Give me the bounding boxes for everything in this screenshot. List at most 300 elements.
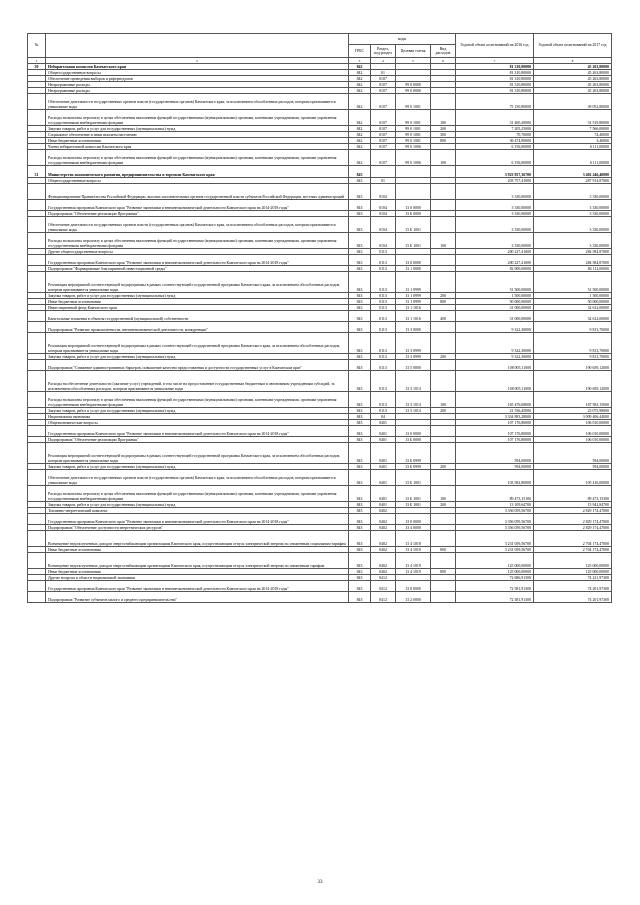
cell-amount-2017: 3 009 406,44000: [534, 414, 612, 420]
table-row: [28, 333, 612, 354]
cell-target: 13 5 1014: [396, 371, 431, 392]
cell-name: Расходы на выплаты персоналу в целях обеспечения выполнения функций государственными (муниципальными) органами, казенными учреждениями, органами управления государственными внебюджетными фондами: [46, 486, 349, 502]
col-number-8: 8: [534, 58, 612, 64]
cell-grbs: 843: [349, 333, 371, 354]
cell-amount-2016: 165 476,68000: [456, 392, 534, 408]
col-number-7: 7: [456, 58, 534, 64]
cell-section: 0113: [371, 299, 396, 305]
cell-amount-2017: 6 111,00000: [534, 150, 612, 166]
cell-target: 13 Б 1001: [396, 233, 431, 249]
col-number-5: 5: [396, 58, 431, 64]
cell-amount-2017: 2 829 174,47000: [534, 525, 612, 531]
cell-target: 13 Б 1001: [396, 502, 431, 508]
cell-section: 0412: [371, 592, 396, 603]
cell-amount-2017: 32 612,00000: [534, 305, 612, 311]
cell-amount-2017: 31 519,80000: [534, 110, 612, 126]
col-header-codes: коды: [349, 34, 456, 45]
cell-expense-type: 800: [431, 138, 456, 144]
cell-number: [28, 217, 46, 233]
cell-grbs: 843: [349, 426, 371, 437]
cell-expense-type: 800: [431, 299, 456, 305]
cell-amount-2017: 23 075,98000: [534, 408, 612, 414]
cell-expense-type: [431, 217, 456, 233]
cell-target: 13 5 1014: [396, 408, 431, 414]
cell-number: [28, 514, 46, 525]
cell-name: Обеспечение проведения выборов и референдумов: [46, 76, 349, 82]
cell-amount-2017: 6 111,00000: [534, 144, 612, 150]
cell-grbs: 843: [349, 322, 371, 333]
cell-amount-2016: 50 000,00000: [456, 299, 534, 305]
cell-grbs: 843: [349, 299, 371, 305]
cell-number: [28, 553, 46, 569]
cell-grbs: 843: [349, 272, 371, 293]
cell-section: 0113: [371, 333, 396, 354]
table-row: [28, 470, 612, 486]
cell-number: [28, 322, 46, 333]
cell-name: Обеспечение деятельности государственных органов власти (государственных органов) Камчатского края, за исключением обособленных расходов, которым присваиваются уникальные коды: [46, 217, 349, 233]
cell-section: 0401: [371, 464, 396, 470]
cell-amount-2017: 2 704 174,47000: [534, 547, 612, 553]
cell-amount-2017: 287 914,87000: [534, 178, 612, 184]
cell-section: 0113: [371, 322, 396, 333]
cell-name: Иные бюджетные ассигнования: [46, 138, 349, 144]
cell-expense-type: 200: [431, 502, 456, 508]
cell-target: 13 Б 0000: [396, 211, 431, 217]
cell-grbs: 842: [349, 126, 371, 132]
cell-name: Функционирование Правительства Российской Федерации, высших исполнительных органов государственной власти субъектов Российской Федерации, местных администраций: [46, 184, 349, 200]
cell-section: 0113: [371, 392, 396, 408]
cell-amount-2017: 106 010,00000: [534, 426, 612, 437]
cell-name: Подпрограмма "Обеспечение доступности энергетических ресурсов": [46, 525, 349, 531]
col-header-number: №: [28, 34, 46, 58]
cell-section: 0104: [371, 184, 396, 200]
table-row: [28, 272, 612, 293]
cell-target: 13 5 0000: [396, 360, 431, 371]
cell-amount-2017: 190 659,12000: [534, 360, 612, 371]
cell-target: 13 3 0000: [396, 322, 431, 333]
cell-name: Государственная программа Камчатского края "Развитие экономики и внешнеэкономической деятельности Камчатского края на 2014-2018 годы": [46, 200, 349, 211]
cell-amount-2016: 81 310,80000: [456, 88, 534, 94]
cell-target: 99 0 1001: [396, 126, 431, 132]
cell-amount-2017: 45 263,80000: [534, 70, 612, 76]
cell-section: 0402: [371, 531, 396, 547]
cell-grbs: 842: [349, 64, 371, 70]
cell-name: Обеспечение деятельности государственных органов власти (государственных органов) Камчатского края, за исключением обособленных расходов, которым присваиваются уникальные коды: [46, 470, 349, 486]
cell-number: [28, 94, 46, 110]
cell-section: 0113: [371, 272, 396, 293]
cell-number: [28, 581, 46, 592]
cell-name: Расходы на выплаты персоналу в целях обеспечения выполнения функций государственными (муниципальными) органами, казенными учреждениями, органами управления государственными внебюджетными фондами: [46, 110, 349, 126]
cell-section: 0402: [371, 553, 396, 569]
cell-expense-type: 100: [431, 486, 456, 502]
cell-grbs: 843: [349, 575, 371, 581]
table-row: [28, 426, 612, 437]
cell-name: Избирательная комиссия Камчатского края: [46, 64, 349, 70]
cell-amount-2017: 1 500,00000: [534, 293, 612, 299]
cell-amount-2016: 13 109,64700: [456, 502, 534, 508]
cell-name: Непрограммные расходы: [46, 88, 349, 94]
cell-name: Государственная программа Камчатского края "Развитие экономики и внешнеэкономической деятельности Камчатского края на 2014-2018 годы": [46, 514, 349, 525]
cell-grbs: 843: [349, 249, 371, 255]
cell-amount-2016: 72 581,91300: [456, 581, 534, 592]
col-header-name: [46, 34, 349, 58]
cell-grbs: 843: [349, 305, 371, 311]
table-row: [28, 592, 612, 603]
cell-number: [28, 470, 46, 486]
cell-name: Национальная экономика: [46, 414, 349, 420]
cell-section: 01: [371, 70, 396, 76]
cell-amount-2017: 284 584,87000: [534, 255, 612, 266]
cell-expense-type: [431, 184, 456, 200]
cell-section: 0107: [371, 126, 396, 132]
cell-amount-2017: 3 330,00000: [534, 184, 612, 200]
cell-amount-2016: 125 000,00000: [456, 553, 534, 569]
cell-target: 13 1 0999: [396, 272, 431, 293]
cell-section: 0401: [371, 502, 396, 508]
cell-amount-2017: 84 112,00000: [534, 266, 612, 272]
cell-name: Общегосударственные вопросы: [46, 70, 349, 76]
cell-amount-2017: 45 263,80000: [534, 82, 612, 88]
cell-name: Иные бюджетные ассигнования: [46, 547, 349, 553]
cell-number: [28, 200, 46, 211]
cell-amount-2016: 82 900,00000: [456, 266, 534, 272]
table-row: [28, 233, 612, 249]
col-number-6: 6: [431, 58, 456, 64]
cell-name: Расходы на обеспечение деятельности (оказание услуг) учреждений, в том числе на предоставление государственным бюджетным и автономным учреждениям субсидий, за исключением обособленных расходов, которым присваиваются уникальные коды: [46, 371, 349, 392]
cell-section: 0113: [371, 354, 396, 360]
cell-section: 0401: [371, 470, 396, 486]
table-row: [28, 581, 612, 592]
cell-amount-2017: 15 942,84700: [534, 502, 612, 508]
cell-grbs: 843: [349, 508, 371, 514]
cell-section: 0113: [371, 371, 396, 392]
cell-expense-type: 800: [431, 547, 456, 553]
cell-amount-2017: 3,40000: [534, 138, 612, 144]
cell-grbs: 843: [349, 233, 371, 249]
cell-grbs: 843: [349, 293, 371, 299]
cell-target: 13 3 0999: [396, 354, 431, 360]
cell-amount-2017: 45 263,80000: [534, 88, 612, 94]
cell-name: Закупка товаров, работ и услуг для государственных (муниципальных) нужд: [46, 408, 349, 414]
cell-amount-2017: 594,00000: [534, 464, 612, 470]
cell-amount-2017: 74,40000: [534, 132, 612, 138]
cell-target: 13 4 1018: [396, 531, 431, 547]
cell-amount-2016: 9 322,30000: [456, 322, 534, 333]
cell-grbs: 843: [349, 420, 371, 426]
cell-section: 0113: [371, 249, 396, 255]
cell-name: Подпрограмма "Снижение административных барьеров, повышение качества предоставления и доступности государственных услуг в Камчатском крае": [46, 360, 349, 371]
cell-target: 99 0 1006: [396, 150, 431, 166]
cell-amount-2016: 31 000,00000: [456, 311, 534, 322]
col-header-grbs: ГРБС: [349, 45, 371, 58]
col-number-4: 4: [371, 58, 396, 64]
cell-amount-2017: 45 263,80000: [534, 76, 612, 82]
col-header-section: Раздел, под-раздел: [371, 45, 396, 58]
cell-target: 13 4 1019: [396, 553, 431, 569]
cell-expense-type: [431, 255, 456, 266]
col-number-3: 3: [349, 58, 371, 64]
cell-section: 0402: [371, 547, 396, 553]
cell-name: Общегосударственные вопросы: [46, 178, 349, 184]
col-number-2: 2: [46, 58, 349, 64]
cell-amount-2017: 2 704 174,47000: [534, 531, 612, 547]
cell-amount-2016: 107 176,80000: [456, 420, 534, 426]
cell-section: 0401: [371, 420, 396, 426]
col-header-2017: Годовой объем ассигнований на 2017 год: [534, 34, 612, 58]
cell-expense-type: [431, 272, 456, 293]
cell-grbs: 842: [349, 144, 371, 150]
cell-grbs: 842: [349, 94, 371, 110]
cell-name: Члены избирательной комиссии Камчатского края: [46, 144, 349, 150]
cell-expense-type: [431, 470, 456, 486]
cell-section: 0412: [371, 575, 396, 581]
cell-name: Расходы на выплаты персоналу в целях обеспечения выполнения функций государственными (муниципальными) органами, казенными учреждениями, органами управления государственными внебюджетными фондами: [46, 392, 349, 408]
cell-amount-2016: 6 156,00000: [456, 150, 534, 166]
cell-number: [28, 426, 46, 437]
cell-amount-2017: 3 330,00000: [534, 211, 612, 217]
cell-target: 13 Б 1001: [396, 470, 431, 486]
cell-section: 0104: [371, 233, 396, 249]
cell-grbs: 843: [349, 217, 371, 233]
cell-expense-type: [431, 360, 456, 371]
cell-grbs: 843: [349, 553, 371, 569]
cell-number: [28, 531, 46, 547]
cell-name: Подпрограмма "Обеспечение реализации Программы": [46, 437, 349, 443]
cell-name: Государственная программа Камчатского края "Развитие экономики и внешнеэкономической деятельности Камчатского края на 2014-2018 годы": [46, 426, 349, 437]
table-row: [28, 311, 612, 322]
cell-expense-type: [431, 553, 456, 569]
cell-grbs: 843: [349, 354, 371, 360]
cell-number: [28, 255, 46, 266]
cell-amount-2016: 81 310,80000: [456, 82, 534, 88]
cell-number: [28, 272, 46, 293]
cell-target: [396, 166, 431, 178]
cell-target: 13 Б 1001: [396, 486, 431, 502]
cell-section: 0401: [371, 426, 396, 437]
cell-amount-2016: 108 005,11000: [456, 371, 534, 392]
cell-expense-type: [431, 426, 456, 437]
cell-expense-type: [431, 371, 456, 392]
cell-target: 13 Б 1001: [396, 217, 431, 233]
cell-name: Подпрограмма "Развитие промышленности, внешнеэкономической деятельности, конкуренции": [46, 322, 349, 333]
cell-amount-2016: 36 474,90000: [456, 138, 534, 144]
cell-target: 13 0 0000: [396, 426, 431, 437]
cell-expense-type: [431, 166, 456, 178]
table-row: [28, 217, 612, 233]
cell-name: Закупка товаров, работ и услуг для государственных (муниципальных) нужд: [46, 502, 349, 508]
cell-grbs: 843: [349, 443, 371, 464]
cell-amount-2017: 3 330,00000: [534, 233, 612, 249]
cell-target: 13 1 0999: [396, 299, 431, 305]
cell-section: 0113: [371, 311, 396, 322]
cell-name: Возмещение недополученных доходов энергоснабжающим организациям Камчатского края, осуществляющим отпуск электрической энергии по сниженным социальным тарифам: [46, 531, 349, 547]
cell-grbs: 843: [349, 581, 371, 592]
cell-amount-2016: 81 310,80000: [456, 76, 534, 82]
cell-expense-type: [431, 531, 456, 547]
cell-amount-2017: 51 500,00000: [534, 272, 612, 293]
cell-grbs: 842: [349, 110, 371, 126]
cell-amount-2016: 107 176,80000: [456, 426, 534, 437]
cell-number: 31: [28, 166, 46, 178]
cell-section: 0107: [371, 150, 396, 166]
cell-name: Обеспечение деятельности государственных органов власти (государственных органов) Камчатского края, за исключением обособленных расходов, которым присваиваются уникальные коды: [46, 94, 349, 110]
cell-target: 99 0 1001: [396, 138, 431, 144]
cell-expense-type: 200: [431, 354, 456, 360]
cell-expense-type: [431, 333, 456, 354]
cell-amount-2016: 81 310,80000: [456, 70, 534, 76]
cell-section: 0113: [371, 305, 396, 311]
cell-amount-2016: 3 334 883,28000: [456, 414, 534, 420]
cell-section: [371, 166, 396, 178]
cell-section: 0107: [371, 138, 396, 144]
cell-name: Закупка товаров, работ и услуг для государственных (муниципальных) нужд: [46, 464, 349, 470]
cell-name: Реализация мероприятий соответствующей подпрограммы в рамках соответствующей государственной программы Камчатского края, за исключением обособленных расходов, которым присваиваются уникальные коды: [46, 443, 349, 464]
cell-section: 0113: [371, 360, 396, 371]
cell-section: 0107: [371, 88, 396, 94]
cell-grbs: 842: [349, 76, 371, 82]
cell-amount-2016: 6 156,00000: [456, 144, 534, 150]
table-row: [28, 200, 612, 211]
cell-amount-2016: 200 227,41000: [456, 255, 534, 266]
cell-name: Общеэкономические вопросы: [46, 420, 349, 426]
cell-section: 0107: [371, 94, 396, 110]
cell-expense-type: [431, 322, 456, 333]
cell-amount-2017: 2 829 174,47000: [534, 508, 612, 514]
cell-amount-2016: 31 400,20000: [456, 110, 534, 126]
cell-grbs: 843: [349, 200, 371, 211]
cell-grbs: 843: [349, 166, 371, 178]
cell-number: [28, 360, 46, 371]
cell-number: [28, 392, 46, 408]
cell-section: 0107: [371, 82, 396, 88]
cell-amount-2017: 45 263,80000: [534, 64, 612, 70]
cell-grbs: 843: [349, 464, 371, 470]
col-header-2016: Годовой объем ассигнований на 2016 год: [456, 34, 534, 58]
cell-name: Другие общегосударственные вопросы: [46, 249, 349, 255]
cell-grbs: 843: [349, 371, 371, 392]
cell-amount-2016: 72 581,91300: [456, 592, 534, 603]
cell-amount-2016: 3 330,00000: [456, 184, 534, 200]
cell-expense-type: 200: [431, 293, 456, 299]
cell-number: [28, 592, 46, 603]
cell-name: Государственная программа Камчатского края "Развитие экономики и внешнеэкономической деятельности Камчатского края на 2014-2018 годы": [46, 255, 349, 266]
cell-expense-type: 100: [431, 392, 456, 408]
cell-amount-2017: 9 813,70000: [534, 322, 612, 333]
cell-name: Подпрограмма "Развитие субъектов малого и среднего предпринимательства": [46, 592, 349, 603]
table-row: [28, 94, 612, 110]
cell-target: 99 0 0000: [396, 88, 431, 94]
cell-target: 13 0 0000: [396, 581, 431, 592]
table-row: [28, 443, 612, 464]
cell-number: [28, 184, 46, 200]
cell-name: Расходы на выплаты персоналу в целях обеспечения выполнения функций государственными (муниципальными) органами, казенными учреждениями, органами управления государственными внебюджетными фондами: [46, 233, 349, 249]
table-row: [28, 553, 612, 569]
cell-number: [28, 443, 46, 464]
cell-expense-type: 100: [431, 233, 456, 249]
cell-target: 13 5 1014: [396, 392, 431, 408]
cell-section: 0113: [371, 266, 396, 272]
cell-amount-2017: 3 402 246,40000: [534, 166, 612, 178]
cell-section: 0104: [371, 217, 396, 233]
cell-grbs: 843: [349, 414, 371, 420]
cell-grbs: 843: [349, 486, 371, 502]
cell-amount-2016: 3 923 957,36700: [456, 166, 534, 178]
cell-amount-2017: 9 813,70000: [534, 333, 612, 354]
col-header-expense-type: Вид расходов: [431, 45, 456, 58]
cell-target: 99 0 1006: [396, 144, 431, 150]
cell-grbs: 842: [349, 82, 371, 88]
cell-target: 13 3 0999: [396, 333, 431, 354]
cell-number: [28, 110, 46, 126]
table-row: [28, 150, 612, 166]
cell-section: 0402: [371, 508, 396, 514]
budget-table: [27, 33, 612, 603]
cell-target: 13 1 1016: [396, 305, 431, 311]
cell-amount-2017: 7 566,00000: [534, 126, 612, 132]
cell-name: Реализация мероприятий соответствующей подпрограммы в рамках соответствующей государственной программы Камчатского края, за исключением обособленных расходов, которым присваиваются уникальные коды: [46, 272, 349, 293]
cell-name: Непрограммные расходы: [46, 82, 349, 88]
cell-amount-2017: 125 000,00000: [534, 569, 612, 575]
cell-amount-2016: 3 356 059,56700: [456, 508, 534, 514]
cell-target: 13 1 0000: [396, 266, 431, 272]
cell-target: 99 0 1001: [396, 94, 431, 110]
cell-grbs: 843: [349, 514, 371, 525]
cell-amount-2016: 81 310,80000: [456, 64, 534, 70]
cell-target: 13 0 0000: [396, 200, 431, 211]
cell-amount-2017: 74 221,97300: [534, 575, 612, 581]
cell-amount-2017: 3 330,00000: [534, 217, 612, 233]
cell-section: 0104: [371, 200, 396, 211]
cell-amount-2016: 3 330,00000: [456, 211, 534, 217]
cell-number: [28, 311, 46, 322]
cell-grbs: 842: [349, 88, 371, 94]
cell-amount-2016: 107 176,80000: [456, 437, 534, 443]
cell-target: 13 1 1016: [396, 311, 431, 322]
cell-section: 0104: [371, 211, 396, 217]
cell-name: Подпрограмма "Формирование благоприятной инвестиционной среды": [46, 266, 349, 272]
cell-grbs: 843: [349, 178, 371, 184]
cell-amount-2016: 3 330,00000: [456, 233, 534, 249]
cell-amount-2016: 3 356 059,56700: [456, 525, 534, 531]
table-row: [28, 184, 612, 200]
cell-name: Топливно-энергетический комплекс: [46, 508, 349, 514]
cell-expense-type: [431, 443, 456, 464]
cell-number: [28, 150, 46, 166]
cell-name: Государственная программа Камчатского края "Развитие экономики и внешнеэкономической деятельности Камчатского края на 2014-2018 годы": [46, 581, 349, 592]
cell-grbs: 842: [349, 132, 371, 138]
cell-expense-type: 100: [431, 150, 456, 166]
cell-amount-2017: 125 000,00000: [534, 553, 612, 569]
cell-amount-2016: 103 582,80000: [456, 470, 534, 486]
cell-target: 99 0 0000: [396, 82, 431, 88]
cell-amount-2016: 51 500,00000: [456, 272, 534, 293]
cell-amount-2016: 21 536,45000: [456, 408, 534, 414]
cell-amount-2016: 72 686,91300: [456, 575, 534, 581]
cell-amount-2016: 125 000,00000: [456, 569, 534, 575]
cell-amount-2016: 7 205,25000: [456, 126, 534, 132]
cell-name: Закупка товаров, работ и услуг для государственных (муниципальных) нужд: [46, 354, 349, 360]
cell-amount-2016: 70,70000: [456, 132, 534, 138]
cell-section: 0412: [371, 581, 396, 592]
cell-grbs: 843: [349, 255, 371, 266]
cell-target: 13 0 0000: [396, 255, 431, 266]
cell-amount-2016: 31 000,00000: [456, 305, 534, 311]
table-row: [28, 110, 612, 126]
cell-section: 0113: [371, 255, 396, 266]
cell-amount-2017: 74 201,97300: [534, 581, 612, 592]
cell-name: Расходы на выплаты персоналу в целях обеспечения выполнения функций государственными (муниципальными) органами, казенными учреждениями, органами управления государственными внебюджетными фондами: [46, 150, 349, 166]
cell-section: 04: [371, 414, 396, 420]
